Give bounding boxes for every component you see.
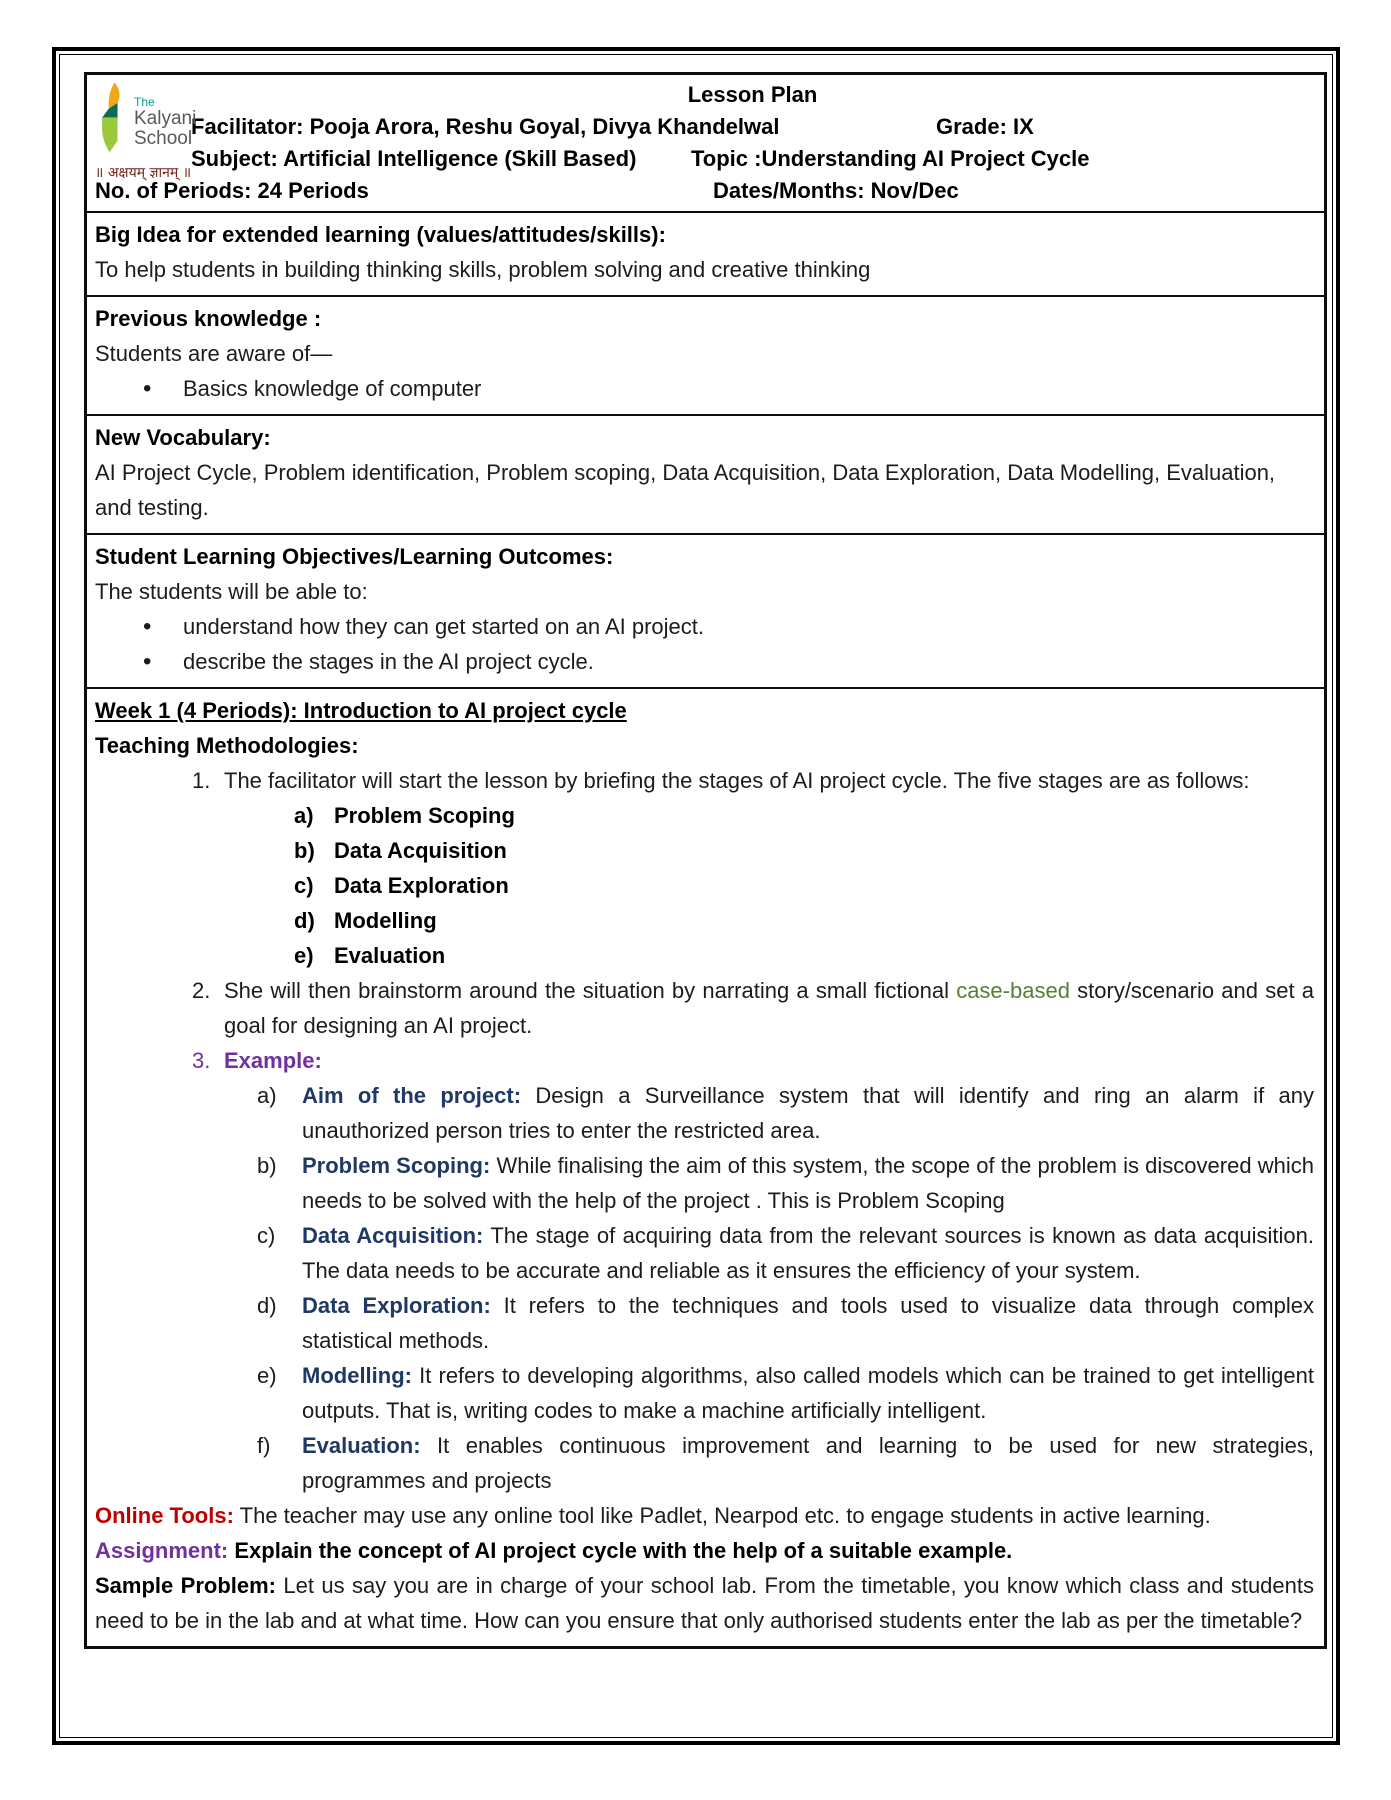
header-row bbox=[87, 75, 1324, 211]
example-label: Aim of the project: bbox=[302, 1083, 522, 1108]
list-item bbox=[143, 609, 1314, 644]
example-text: It refers to developing algorithms, also called models which can be trained to get intelligent outputs. That is, writing codes to make a machine artificially intelligent. bbox=[302, 1363, 1314, 1423]
sample-problem-label: Sample Problem: bbox=[95, 1573, 276, 1598]
example-label: Problem Scoping: bbox=[302, 1153, 491, 1178]
periods-value: No. of Periods: 24 Periods bbox=[95, 178, 369, 203]
list-item bbox=[294, 798, 1314, 833]
assignment-paragraph bbox=[95, 1533, 1314, 1568]
list-item bbox=[257, 1078, 1314, 1148]
grade-value: Grade: IX bbox=[936, 114, 1034, 139]
ribbon-logo-icon bbox=[95, 79, 127, 163]
example-text: It refers to the techniques and tools used to visualize data through complex statistical methods. bbox=[302, 1293, 1314, 1353]
sample-problem-paragraph bbox=[95, 1568, 1314, 1638]
list-letter: d) bbox=[257, 1293, 277, 1318]
list-letter: b) bbox=[257, 1153, 277, 1178]
list-item bbox=[294, 833, 1314, 868]
logo-wordmark bbox=[134, 79, 196, 149]
assignment-label: Assignment: bbox=[95, 1538, 229, 1563]
objectives-intro: The students will be able to: bbox=[95, 579, 368, 604]
list-letter: a) bbox=[294, 803, 314, 828]
stage-label: Evaluation bbox=[334, 943, 446, 968]
list-letter: a) bbox=[257, 1083, 277, 1108]
new-vocabulary-row bbox=[87, 414, 1324, 533]
list-item-text: describe the stages in the AI project cycle. bbox=[183, 649, 594, 674]
list-item bbox=[192, 763, 1314, 973]
example-body bbox=[302, 1218, 1314, 1288]
example-label: Modelling: bbox=[302, 1363, 412, 1388]
bullet-icon bbox=[143, 644, 183, 679]
stage-label: Problem Scoping bbox=[334, 803, 515, 828]
school-logo bbox=[95, 79, 207, 182]
week1-row bbox=[87, 687, 1324, 1646]
example-label: Evaluation: bbox=[302, 1433, 421, 1458]
logo-kalyani: Kalyani bbox=[134, 108, 197, 129]
online-tools-paragraph bbox=[95, 1498, 1314, 1533]
logo-the: The bbox=[134, 95, 155, 109]
item2-text-before: She will then brainstorm around the situation by narrating a small fictional bbox=[224, 978, 957, 1003]
lesson-plan-table bbox=[84, 72, 1327, 1649]
objectives-row bbox=[87, 533, 1324, 687]
page-border-inner bbox=[59, 54, 1333, 1738]
example-body bbox=[302, 1148, 1314, 1218]
example-body bbox=[302, 1428, 1314, 1498]
periods-line bbox=[95, 175, 1314, 207]
example-label: Data Exploration: bbox=[302, 1293, 491, 1318]
example-label: Data Acquisition: bbox=[302, 1223, 484, 1248]
example-body bbox=[302, 1358, 1314, 1428]
example-heading: Example: bbox=[224, 1048, 322, 1073]
logo-motto: ॥ अक्षयम् ज्ञानम् ॥ bbox=[95, 165, 192, 181]
example-text: While finalising the aim of this system, the scope of the problem is discovered which needs to be solved with the help of the project . This is Problem Scoping bbox=[302, 1153, 1314, 1213]
bullet-icon bbox=[143, 371, 183, 406]
topic-value: Topic :Understanding AI Project Cycle bbox=[691, 146, 1090, 171]
stage-label: Modelling bbox=[334, 908, 437, 933]
page-title: Lesson Plan bbox=[687, 82, 818, 107]
bullet-icon bbox=[143, 609, 183, 644]
item1-text: The facilitator will start the lesson by briefing the stages of AI project cycle. The five stages are as follows: bbox=[224, 768, 1250, 793]
list-number: 2. bbox=[192, 978, 211, 1003]
dates-value: Dates/Months: Nov/Dec bbox=[713, 178, 959, 203]
example-body bbox=[302, 1078, 1314, 1148]
online-tools-label: Online Tools: bbox=[95, 1503, 234, 1528]
stage-label: Data Acquisition bbox=[334, 838, 507, 863]
list-item bbox=[294, 903, 1314, 938]
item2-highlight: case-based bbox=[956, 978, 1070, 1003]
week1-title: Week 1 (4 Periods): Introduction to AI project cycle bbox=[95, 698, 627, 723]
example-text: Design a Surveillance system that will identify and ring an alarm if any unauthorized person tries to enter the restricted area. bbox=[302, 1083, 1314, 1143]
previous-knowledge-intro: Students are aware of— bbox=[95, 341, 333, 366]
list-item bbox=[257, 1148, 1314, 1218]
subject-value: Subject: Artificial Intelligence (Skill Based) bbox=[191, 146, 637, 171]
list-letter: c) bbox=[294, 873, 314, 898]
stage-label: Data Exploration bbox=[334, 873, 509, 898]
facilitator-line bbox=[191, 111, 1314, 143]
stages-list bbox=[294, 798, 1314, 973]
logo-top bbox=[95, 79, 207, 163]
list-number: 3. bbox=[192, 1048, 211, 1073]
list-item bbox=[294, 868, 1314, 903]
list-item-body bbox=[224, 763, 1314, 973]
new-vocabulary-heading: New Vocabulary: bbox=[95, 425, 271, 450]
previous-knowledge-heading: Previous knowledge : bbox=[95, 306, 322, 331]
methodologies-list bbox=[192, 763, 1314, 1498]
big-idea-heading: Big Idea for extended learning (values/attitudes/skills): bbox=[95, 222, 666, 247]
objectives-heading: Student Learning Objectives/Learning Outcomes: bbox=[95, 544, 614, 569]
teaching-methodologies-heading: Teaching Methodologies: bbox=[95, 733, 359, 758]
previous-knowledge-list bbox=[143, 371, 1314, 406]
list-letter: e) bbox=[294, 943, 314, 968]
list-item bbox=[257, 1288, 1314, 1358]
new-vocabulary-body: AI Project Cycle, Problem identification, Problem scoping, Data Acquisition, Data Exploration, Data Modelling, Evaluation, and testing. bbox=[95, 460, 1276, 520]
list-item bbox=[257, 1428, 1314, 1498]
item2-text bbox=[224, 973, 1314, 1043]
example-body bbox=[302, 1288, 1314, 1358]
list-number: 1. bbox=[192, 768, 211, 793]
list-letter: f) bbox=[257, 1433, 271, 1458]
list-item bbox=[294, 938, 1314, 973]
objectives-list bbox=[143, 609, 1314, 679]
list-item bbox=[143, 371, 1314, 406]
page-border bbox=[52, 47, 1340, 1745]
list-item bbox=[257, 1358, 1314, 1428]
previous-knowledge-row bbox=[87, 295, 1324, 414]
logo-school: School bbox=[134, 128, 193, 149]
sample-problem-text: Let us say you are in charge of your school lab. From the timetable, you know which class and students need to be in the lab and at what time. How can you ensure that only authorised students enter the lab as per the timetable? bbox=[95, 1573, 1314, 1633]
facilitator-value: Facilitator: Pooja Arora, Reshu Goyal, Divya Khandelwal bbox=[191, 114, 780, 139]
list-item bbox=[143, 644, 1314, 679]
example-text: It enables continuous improvement and learning to be used for new strategies, programmes and projects bbox=[302, 1433, 1314, 1493]
big-idea-body: To help students in building thinking skills, problem solving and creative thinking bbox=[95, 257, 871, 282]
example-text: The stage of acquiring data from the relevant sources is known as data acquisition. The data needs to be accurate and reliable as it ensures the efficiency of your system. bbox=[302, 1223, 1314, 1283]
subject-line bbox=[191, 143, 1314, 175]
list-item-text: understand how they can get started on an AI project. bbox=[183, 614, 705, 639]
big-idea-row bbox=[87, 211, 1324, 295]
examples-list bbox=[257, 1078, 1314, 1498]
list-item bbox=[257, 1218, 1314, 1288]
item2-text-after: story/scenario and set a goal for designing an AI project. bbox=[224, 978, 1314, 1038]
list-letter: b) bbox=[294, 838, 315, 863]
list-letter: e) bbox=[257, 1363, 277, 1388]
list-letter: d) bbox=[294, 908, 315, 933]
list-item bbox=[192, 1043, 1314, 1078]
list-item-text: Basics knowledge of computer bbox=[183, 376, 482, 401]
assignment-text: Explain the concept of AI project cycle with the help of a suitable example. bbox=[234, 1538, 1013, 1563]
online-tools-text: The teacher may use any online tool like Padlet, Nearpod etc. to engage students in active learning. bbox=[239, 1503, 1211, 1528]
list-item bbox=[192, 973, 1314, 1043]
list-letter: c) bbox=[257, 1223, 276, 1248]
